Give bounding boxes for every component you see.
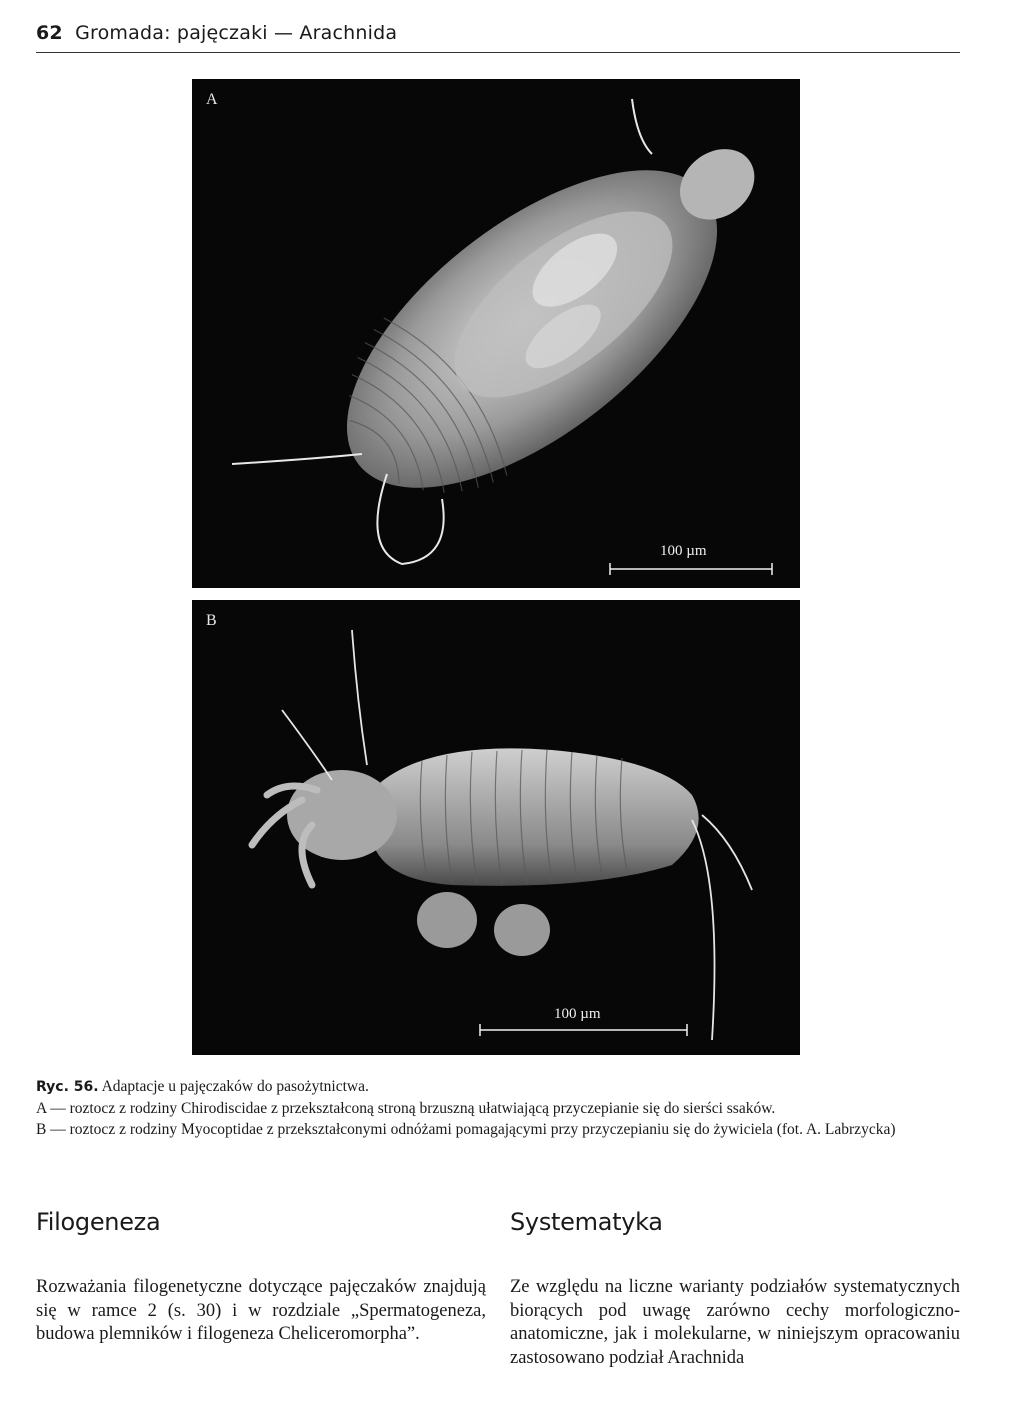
section-systematyka (510, 1208, 960, 1370)
mite-a-micrograph (192, 79, 800, 588)
figure-panel-b (192, 600, 800, 1055)
section-heading-filogeneza: Filogeneza (36, 1208, 161, 1236)
mite-b-micrograph (192, 600, 800, 1055)
caption-line-b: B — roztocz z rodziny Myocoptidae z przekształconymi odnóżami pomagającymi przy przyczepianiu się do żywiciela (fot. A. Labrzycka) (36, 1121, 896, 1138)
figure-panel-a (192, 79, 800, 588)
section-heading-systematyka: Systematyka (510, 1208, 663, 1236)
section-body-systematyka: Ze względu na liczne warianty podziałów systematycznych biorących pod uwagę zarówno cechy morfologiczno-anatomiczne, jak i molekularne, w niniejszym opracowaniu zastosowano podział Arachnida (510, 1277, 960, 1368)
caption-title: Adaptacje u pajęczaków do pasożytnictwa. (101, 1078, 369, 1095)
caption-label: Ryc. 56. (36, 1079, 99, 1095)
running-title: Gromada: pajęczaki — Arachnida (75, 22, 398, 44)
header-rule (36, 52, 960, 53)
running-head (36, 22, 397, 44)
panel-b-scale-label: 100 µm (554, 1006, 601, 1022)
panel-b-letter: B (206, 612, 217, 629)
panel-a-scale-label: 100 µm (660, 543, 707, 559)
panel-a-letter: A (206, 91, 218, 108)
figure-caption (36, 1076, 960, 1140)
section-body-filogeneza: Rozważania filogenetyczne dotyczące pajęczaków znajdują się w ramce 2 (s. 30) i w rozdziale „Spermatogeneza, budowa plemników i filogeneza Cheliceromorpha”. (36, 1277, 486, 1344)
section-filogeneza (36, 1208, 486, 1347)
caption-line-a: A — roztocz z rodziny Chirodiscidae z przekształconą stroną brzuszną ułatwiającą przyczepianie się do sierści ssaków. (36, 1100, 776, 1117)
page-number: 62 (36, 22, 63, 44)
